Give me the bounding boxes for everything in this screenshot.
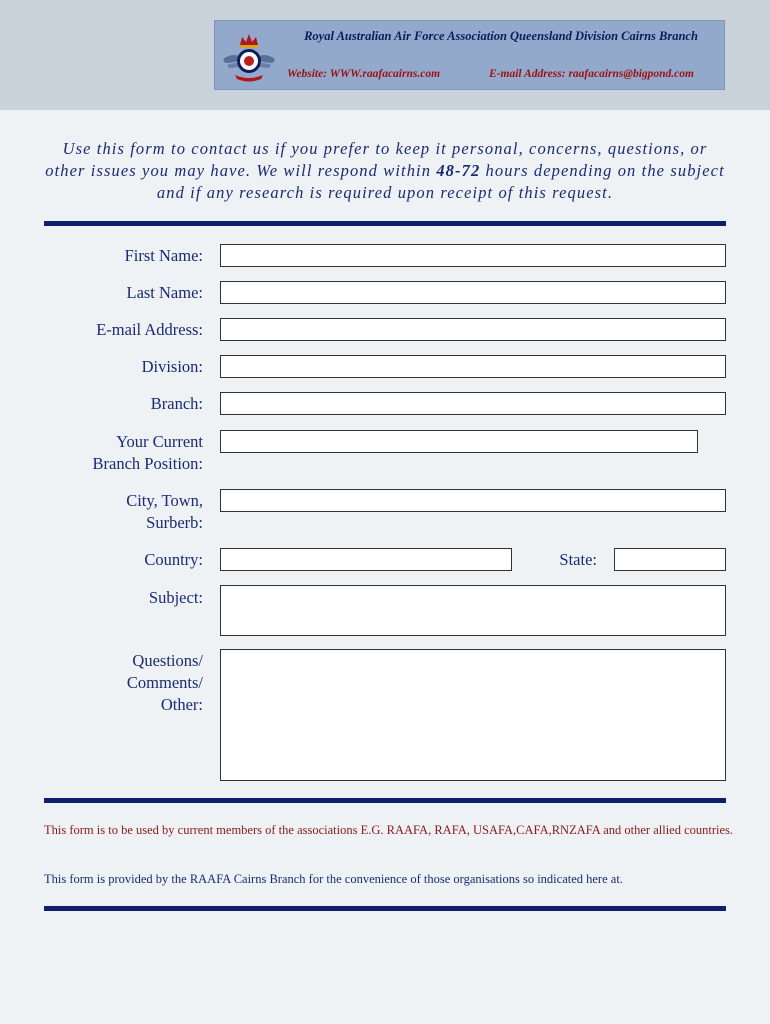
division-input[interactable] [220,355,726,378]
state-label: State: [559,550,597,569]
first-name-label: First Name: [124,246,203,265]
questions-label-line-1: Questions/ [132,651,203,670]
city-label-line-2: Surberb: [146,513,203,532]
branch-position-input[interactable] [220,430,698,453]
response-hours: 48-72 [436,161,481,180]
questions-comments-input[interactable] [220,649,726,781]
email-address-link[interactable]: E-mail Address: raafacairns@bigpond.com [489,68,694,80]
email-label: E-mail Address: [96,320,203,339]
last-name-input[interactable] [220,281,726,304]
questions-label-line-3: Other: [160,695,203,714]
questions-label [127,650,203,716]
raafa-crest-logo-icon [221,25,277,83]
country-label: Country: [144,550,203,569]
branch-position-label-line-1: Your Current [116,432,203,451]
website-link[interactable]: Website: WWW.raafacairns.com [287,68,441,80]
last-name-label: Last Name: [126,283,203,302]
subject-label: Subject: [148,588,203,607]
country-input[interactable] [220,548,512,571]
membership-note: This form is to be used by current members of the associations E.G. RAAFA, RAFA, USAFA,CAFA,RNZAFA and other allied countries. [44,823,734,837]
branch-position-label [93,431,203,475]
divider-top [44,221,726,226]
branch-label: Branch: [150,394,203,413]
city-label [126,490,203,534]
header-banner [214,20,725,90]
questions-label-line-2: Comments/ [126,673,203,692]
first-name-input[interactable] [220,244,726,267]
city-input[interactable] [220,489,726,512]
state-input[interactable] [614,548,726,571]
provider-note: This form is provided by the RAAFA Cairns Branch for the convenience of those organisations so indicated here at. [44,872,623,886]
division-label: Division: [141,357,203,376]
branch-position-label-line-2: Branch Position: [92,454,203,473]
organisation-name: Royal Australian Air Force Association Queensland Division Cairns Branch [304,29,698,43]
branch-input[interactable] [220,392,726,415]
subject-input[interactable] [220,585,726,636]
intro-paragraph [44,138,726,204]
intro-text-end: hours depending on the subject and if any research is required upon receipt of this request. [156,161,725,202]
city-label-line-1: City, Town, [126,491,203,510]
divider-bottom [44,906,726,911]
intro-text-start: Use this form to contact us if you prefer to keep it personal, concerns, questions, or other issues you may have. We will respond within [45,139,708,180]
divider-middle [44,798,726,803]
email-input[interactable] [220,318,726,341]
